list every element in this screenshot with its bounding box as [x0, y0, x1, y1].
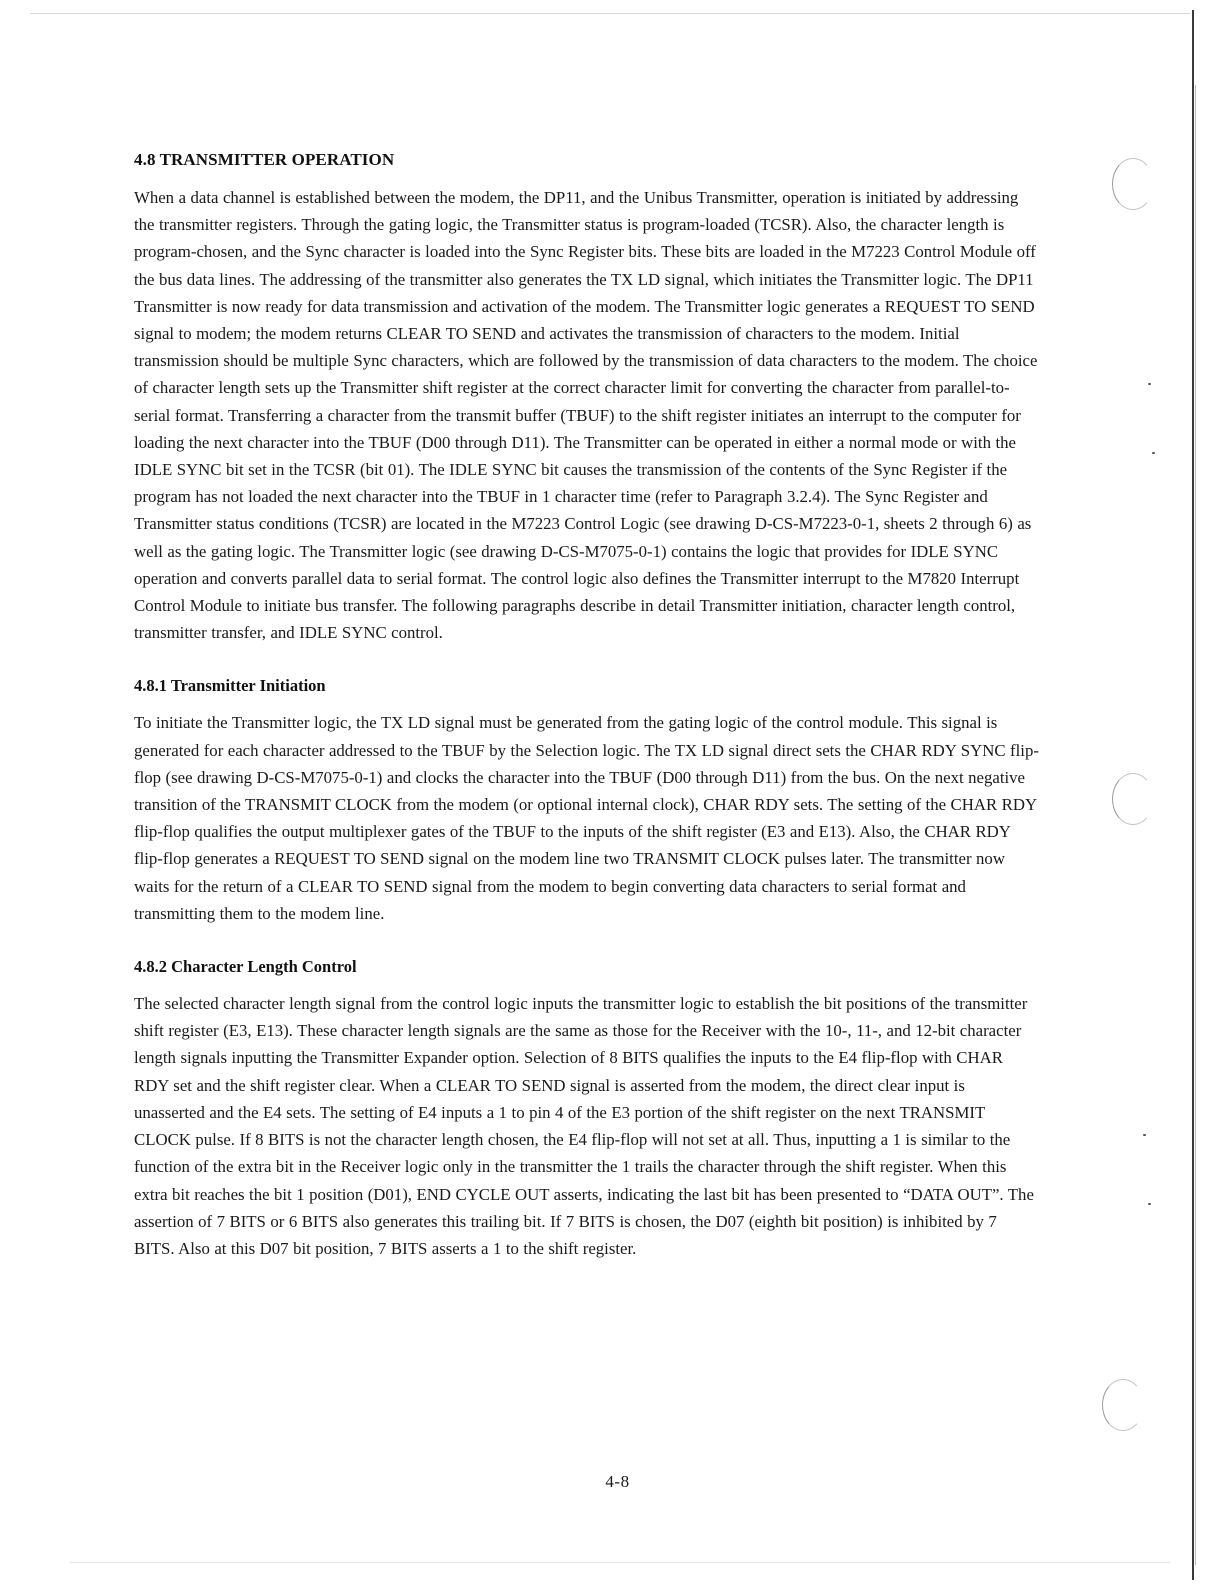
scan-speck [1152, 452, 1155, 454]
scan-bottom-edge [70, 1562, 1170, 1563]
punch-hole-mark [1112, 158, 1154, 210]
subsection-heading-transmitter-initiation: 4.8.1 Transmitter Initiation [134, 676, 326, 696]
subsection-heading-character-length-control: 4.8.2 Character Length Control [134, 957, 357, 977]
main-content [134, 150, 1039, 1262]
page-number: 4-8 [605, 1472, 630, 1491]
scan-right-edge [1192, 10, 1194, 1580]
section-heading: 4.8 TRANSMITTER OPERATION [134, 150, 395, 169]
scan-speck [1143, 1134, 1146, 1136]
punch-hole-mark [1112, 773, 1154, 825]
section-paragraph: When a data channel is established between the modem, the DP11, and the Unibus Transmitter, operation is initiated by addressing the transmitter registers. Through the gating logic, the Transmitter status is program-loaded (TCSR). Also, the character length is program-chosen, and the Sync character is loaded into the Sync Register bits. These bits are loaded in the M7223 Control Module off the bus data lines. The addressing of the transmitter also generates the TX LD signal, which initiates the Transmitter logic. The DP11 Transmitter is now ready for data transmission and activation of the modem. The Transmitter logic generates a REQUEST TO SEND signal to modem; the modem returns CLEAR TO SEND and activates the transmission of characters to the modem. Initial transmission should be multiple Sync characters, which are followed by the transmission of data characters to the modem. The choice of character length sets up the Transmitter shift register at the correct character limit for converting the character from parallel-to-serial format. Transferring a character from the transmit buffer (TBUF) to the shift register initiates an interrupt to the computer for loading the next character into the TBUF (D00 through D11). The Transmitter can be operated in either a normal mode or with the IDLE SYNC bit set in the TCSR (bit 01). The IDLE SYNC bit causes the transmission of the contents of the Sync Register if the program has not loaded the next character into the TBUF in 1 character time (refer to Paragraph 3.2.4). The Sync Register and Transmitter status conditions (TCSR) are located in the M7223 Control Logic (see drawing D-CS-M7223-0-1, sheets 2 through 6) as well as the gating logic. The Transmitter logic (see drawing D-CS-M7075-0-1) contains the logic that provides for IDLE SYNC operation and converts parallel data to serial format. The control logic also defines the Transmitter interrupt to the M7820 Interrupt Control Module to initiate bus transfer. The following paragraphs describe in detail Transmitter initiation, character length control, transmitter transfer, and IDLE SYNC control. [134, 188, 1038, 643]
punch-hole-mark [1102, 1379, 1144, 1431]
scan-speck [1148, 383, 1151, 385]
scan-right-edge-shadow [1195, 85, 1196, 1565]
subsection-paragraph-character-length-control: The selected character length signal from the control logic inputs the transmitter logic to establish the bit positions of the transmitter shift register (E3, E13). These character length signals are the same as those for the Receiver with the 10-, 11-, and 12-bit character length signals inputting the Transmitter Expander option. Selection of 8 BITS qualifies the inputs to the E4 flip-flop with CHAR RDY set and the shift register clear. When a CLEAR TO SEND signal is asserted from the modem, the direct clear input is unasserted and the E4 sets. The setting of E4 inputs a 1 to pin 4 of the E3 portion of the shift register on the next TRANSMIT CLOCK pulse. If 8 BITS is not the character length chosen, the E4 flip-flop will not set at all. Thus, inputting a 1 is similar to the function of the extra bit in the Receiver logic only in the transmitter the 1 trails the character through the shift register. When this extra bit reaches the bit 1 position (D01), END CYCLE OUT asserts, indicating the last bit has been presented to “DATA OUT”. The assertion of 7 BITS or 6 BITS also generates this trailing bit. If 7 BITS is chosen, the D07 (eighth bit position) is inhibited by 7 BITS. Also at this D07 bit position, 7 BITS asserts a 1 to the shift register. [134, 994, 1034, 1258]
scan-speck [1148, 1203, 1151, 1205]
subsection-paragraph-transmitter-initiation: To initiate the Transmitter logic, the TX LD signal must be generated from the gating logic of the control module. This signal is generated for each character addressed to the TBUF by the Selection logic. The TX LD signal direct sets the CHAR RDY SYNC flip-flop (see drawing D-CS-M7075-0-1) and clocks the character into the TBUF (D00 through D11) from the bus. On the next negative transition of the TRANSMIT CLOCK from the modem (or optional internal clock), CHAR RDY sets. The setting of the CHAR RDY flip-flop qualifies the output multiplexer gates of the TBUF to the inputs of the shift register (E3 and E13). Also, the CHAR RDY flip-flop generates a REQUEST TO SEND signal on the modem line two TRANSMIT CLOCK pulses later. The transmitter now waits for the return of a CLEAR TO SEND signal from the modem to begin converting data characters to serial format and transmitting them to the modem line. [134, 713, 1039, 923]
scan-top-edge [30, 13, 1190, 14]
